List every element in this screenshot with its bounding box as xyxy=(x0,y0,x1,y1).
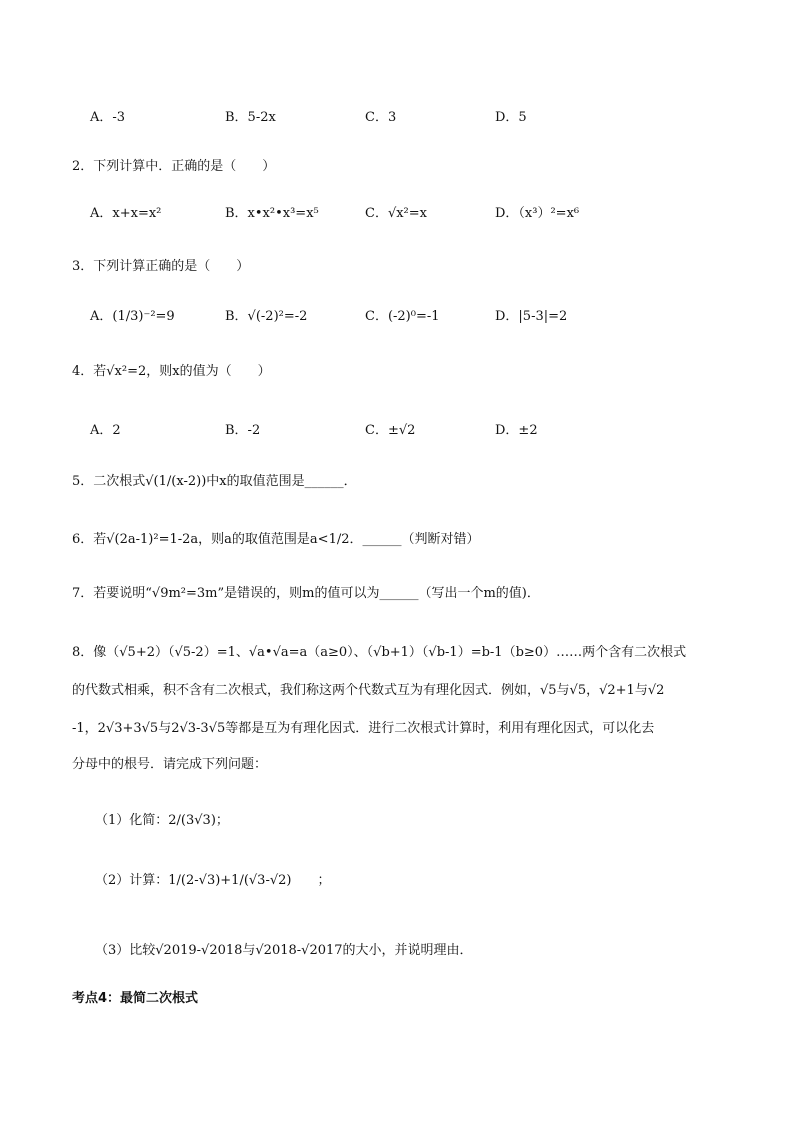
q2-option-d: D．（x³）²=x⁶ xyxy=(495,206,580,221)
q4-stem: 4．若√x²=2，则x的值为（ ） xyxy=(72,364,271,379)
q4-option-b: B．-2 xyxy=(225,423,261,438)
q7-stem: 7．若要说明“√9m²=3m”是错误的，则m的值可以为______（写出一个m的值)． xyxy=(72,586,540,601)
section-heading: 考点4：最简二次根式 xyxy=(72,991,199,1006)
q8-line-1: 8．像（√5+2）（√5-2）=1、√a•√a=a（a≥0）、（√b+1）（√b-1）=b-1（b≥0）……两个含有二次根式 xyxy=(72,645,687,660)
q2-options xyxy=(90,203,730,225)
q3-option-b: B．√(-2)²=-2 xyxy=(225,309,308,324)
q8-line-2: 的代数式相乘，积不含有二次根式，我们称这两个代数式互为有理化因式．例如，√5与√5，√2+1与√2 xyxy=(72,683,665,698)
q3-option-a: A．(1/3)⁻²=9 xyxy=(90,309,175,324)
q5-stem: 5．二次根式√(1/(x-2))中x的取值范围是______． xyxy=(72,474,357,489)
q1-option-b: B．5-2x xyxy=(225,110,276,125)
q3-stem: 3．下列计算正确的是（ ） xyxy=(72,259,250,274)
q4-option-c: C．±√2 xyxy=(365,423,416,438)
q2-option-b: B．x•x²•x³=x⁵ xyxy=(225,206,319,221)
q2-option-a: A．x+x=x² xyxy=(90,206,162,221)
q3-option-d: D．|5-3|=2 xyxy=(495,309,568,324)
q1-option-c: C．3 xyxy=(365,110,397,125)
q6-stem: 6．若√(2a-1)²=1-2a，则a的取值范围是a<1/2．______（判断对错） xyxy=(72,532,480,547)
q8-sub-1: （1）化简：2/(3√3)； xyxy=(95,813,229,828)
q2-option-c: C．√x²=x xyxy=(365,206,427,221)
q4-options xyxy=(90,420,730,442)
q3-option-c: C．(-2)⁰=-1 xyxy=(365,309,440,324)
q8-line-3: -1，2√3+3√5与2√3-3√5等都是互为有理化因式．进行二次根式计算时，利用有理化因式，可以化去 xyxy=(72,721,655,736)
q8-line-4: 分母中的根号．请完成下列问题： xyxy=(72,757,268,772)
q1-options xyxy=(90,107,730,129)
q4-option-d: D．±2 xyxy=(495,423,538,438)
q8-sub-2: （2）计算：1/(2-√3)+1/(√3-√2) ； xyxy=(95,873,331,888)
q1-option-a: A．-3 xyxy=(90,110,126,125)
q2-stem: 2．下列计算中．正确的是（ ） xyxy=(72,159,276,174)
q1-option-d: D．5 xyxy=(495,110,527,125)
q8-sub-3: （3）比较√2019-√2018与√2018-√2017的大小，并说明理由． xyxy=(95,943,473,958)
q4-option-a: A．2 xyxy=(90,423,121,438)
q3-options xyxy=(90,306,730,328)
